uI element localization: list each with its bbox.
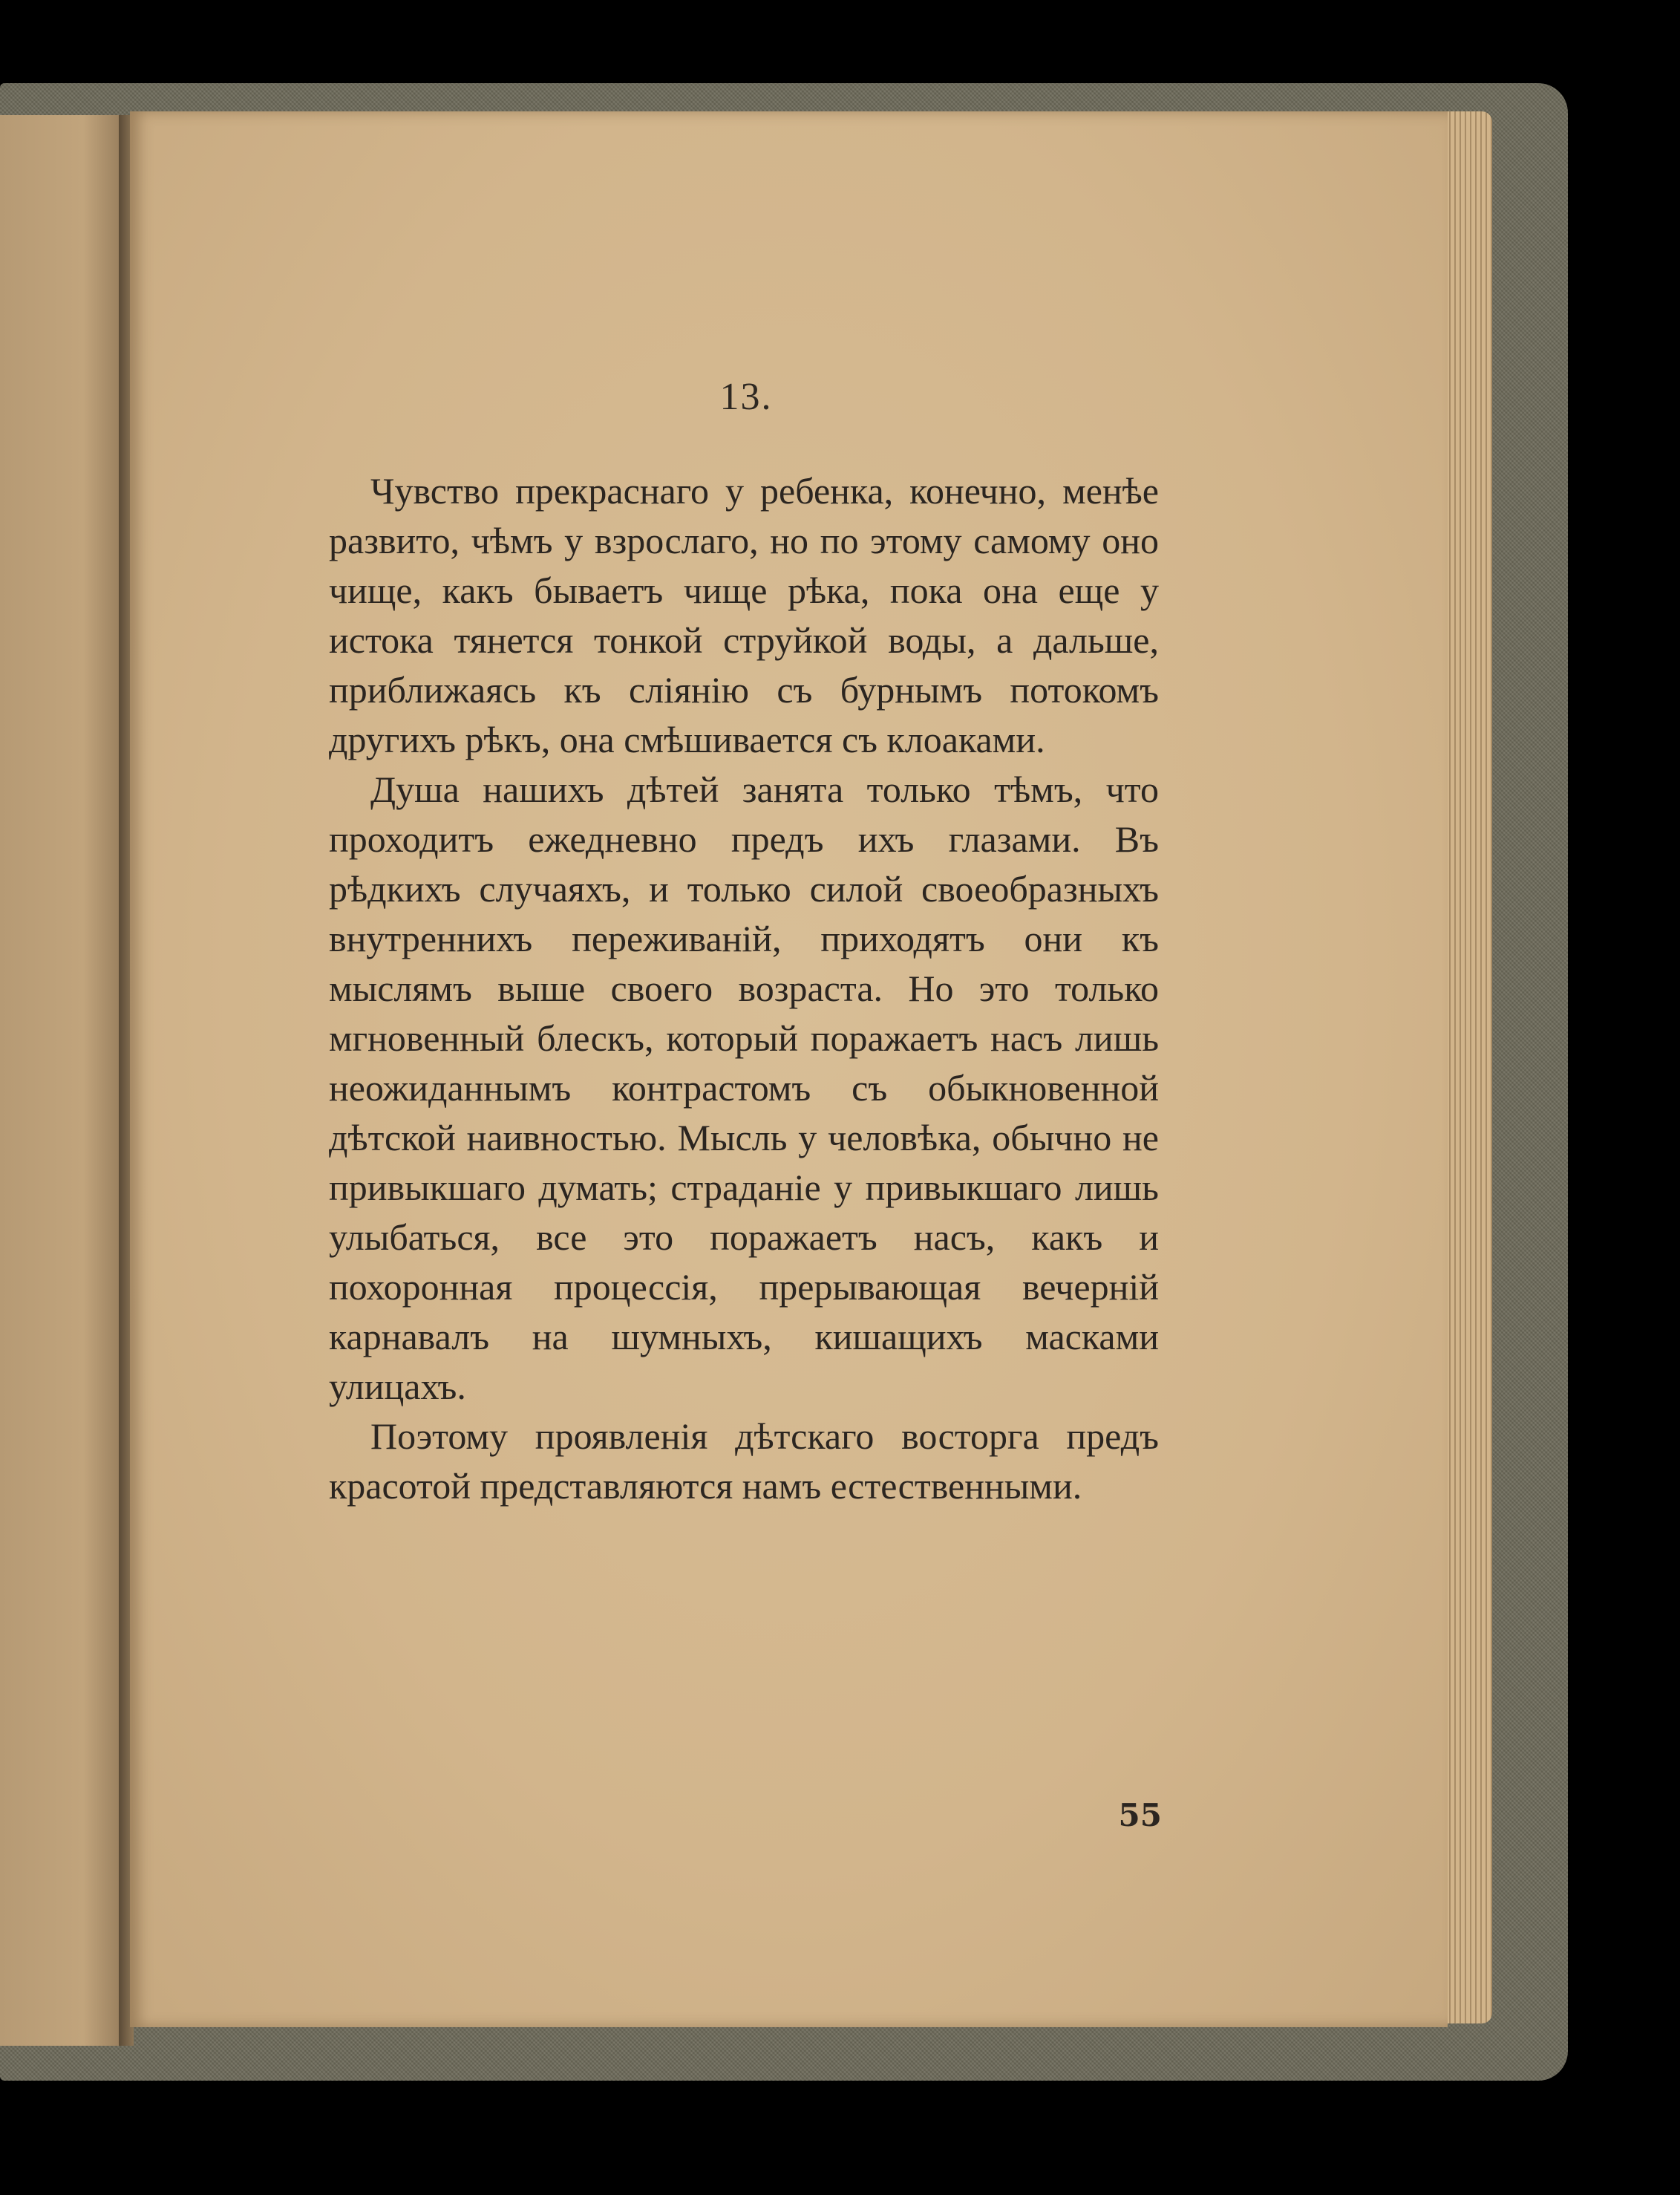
paragraph-2: Душа нашихъ дѣтей занята только тѣмъ, что проходитъ ежедневно предъ ихъ глазами. Въ рѣдкихъ случаяхъ, и только силой своеобразныхъ внутреннихъ переживаній, приходятъ они къ мыслямъ выше своего возраста. Но это только мгновенный блескъ, который поражаетъ насъ лишь неожиданнымъ контрастомъ съ обыкновенной дѣтской наивностью. Мысль у человѣка, обычно не привыкшаго думать; страданіе у привыкшаго лишь улыбаться, все это поражаетъ насъ, какъ и похоронная процессія, прерывающая вечерній карнавалъ на шумныхъ, кишащихъ масками улицахъ. [329,769,1159,1407]
page-number: 55 [1118,1797,1162,1833]
body-text [329,466,1159,1511]
paragraph-3: Поэтому проявленія дѣтскаго восторга предъ красотой представляются намъ естественными. [329,1415,1159,1507]
page-edges [1440,111,1492,2023]
paragraph-1: Чувство прекраснаго у ребенка, конечно, менѣе развито, чѣмъ у взрослаго, но по этому самому оно чище, какъ бываетъ чище рѣка, пока она еще у истока тянется тонкой струйкой воды, а дальше, приближаясь къ сліянію съ бурнымъ потокомъ другихъ рѣкъ, она смѣшивается съ клоаками. [329,470,1159,760]
chapter-number: 13. [719,376,773,418]
left-page-edge [0,115,119,2046]
